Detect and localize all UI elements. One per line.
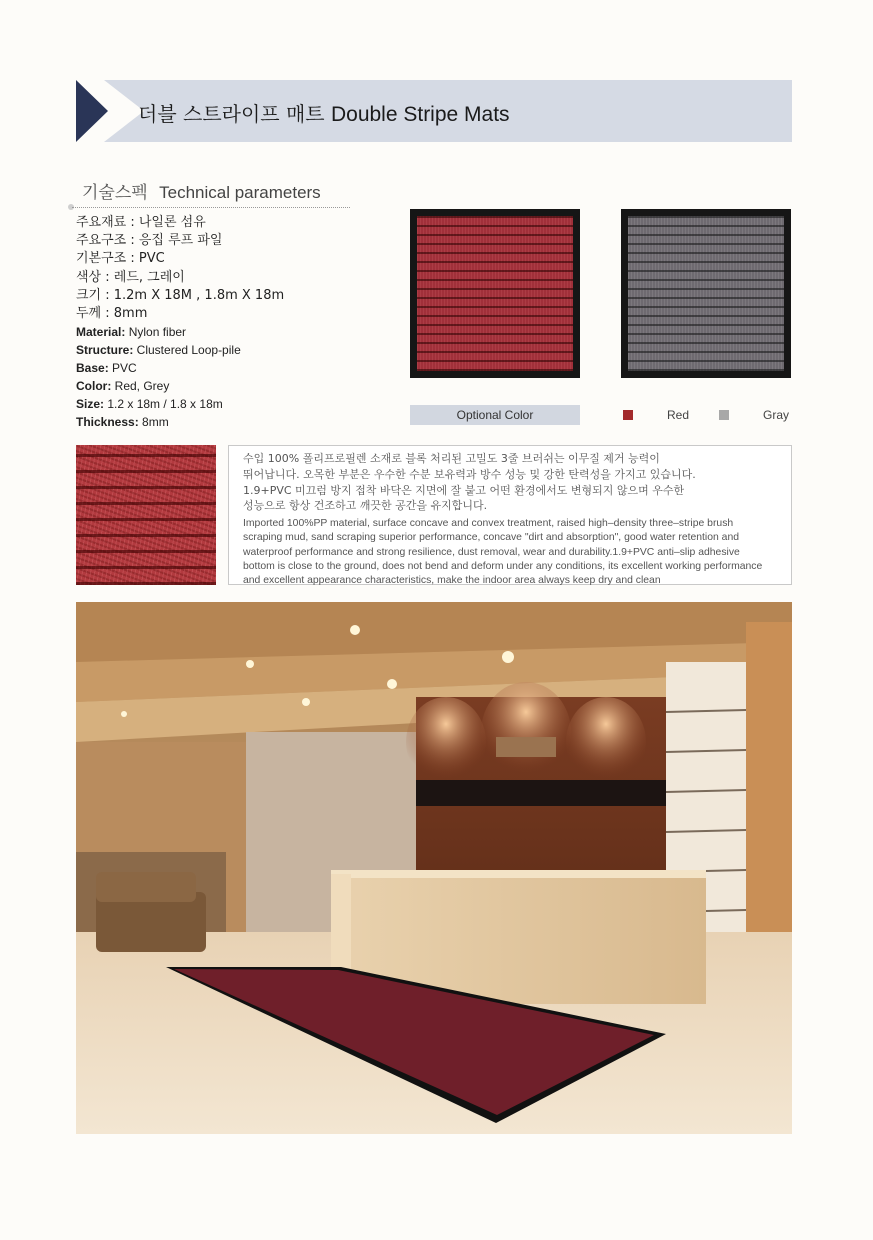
spec-label: Color: — [76, 379, 112, 394]
spec-ko-line: 색상 : 레드, 그레이 — [76, 269, 185, 285]
desc-ko-line: 수입 100% 폴리프로필렌 소재로 블록 처리된 고밀도 3줄 브러쉬는 이무질 제거 능력이 — [243, 452, 660, 465]
spec-en-line — [76, 323, 241, 341]
spec-ko-line: 크기 : 1.2m X 18M , 1.8m X 18m — [76, 287, 285, 303]
specs-korean — [76, 214, 284, 323]
spec-en-line — [76, 413, 241, 431]
desc-en-line: Imported 100%PP material, surface concave and convex treatment, raised high–density three–stripe brush — [243, 518, 734, 530]
spec-label: Base: — [76, 361, 109, 376]
technical-heading-english: Technical parameters — [159, 183, 321, 202]
lobby-photo — [76, 602, 792, 1134]
lobby-scene — [76, 602, 792, 1134]
specs-english — [76, 323, 241, 432]
spec-label: Size: — [76, 397, 105, 412]
red-mat-sample-image — [410, 209, 580, 378]
description-box — [228, 445, 792, 585]
mat-closeup-image — [76, 445, 216, 585]
spec-value: Nylon fiber — [125, 325, 187, 339]
red-swatch-label: Red — [667, 408, 690, 422]
spec-value: PVC — [108, 361, 137, 376]
heading-divider — [72, 207, 350, 208]
page-title — [138, 98, 510, 127]
page-title-english: Double Stripe Mats — [330, 103, 510, 126]
page-title-korean: 더블 스트라이프 매트 — [138, 102, 325, 126]
optional-color-label: Optional Color — [410, 405, 580, 425]
technical-heading-korean: 기술스펙 — [82, 183, 148, 203]
spec-ko-line: 두께 : 8mm — [76, 306, 148, 322]
spec-ko-line: 기본구조 : PVC — [76, 251, 165, 267]
red-swatch-icon — [623, 410, 633, 420]
banner-arrow-icon — [76, 80, 108, 142]
spec-value: 8mm — [138, 415, 169, 430]
gray-swatch-label: Gray — [763, 408, 790, 422]
desc-en-line: and excellent appearance characteristics, make the indoor area always keep dry and clean — [243, 575, 661, 586]
gray-mat-surface — [628, 216, 784, 371]
spec-value: Red, Grey — [111, 379, 170, 394]
spec-en-line — [76, 377, 241, 395]
desc-ko-line: 뛰어납니다. 오목한 부분은 우수한 수분 보유력과 방수 성능 및 강한 탄력성을 가지고 있습니다. — [243, 467, 696, 481]
spec-label: Material: — [76, 325, 126, 339]
red-mat-surface — [417, 216, 573, 371]
description-english — [243, 517, 781, 588]
desc-ko-line: 성능으로 항상 건조하고 깨끗한 공간을 유지합니다. — [243, 499, 488, 513]
spec-ko-line: 주요구조 : 응집 루프 파일 — [76, 233, 223, 249]
spec-label: Structure: — [76, 343, 134, 358]
desc-ko-line: 1.9+PVC 미끄럼 방지 접착 바닥은 지면에 잘 붙고 어떤 환경에서도 변형되지 않으며 우수한 — [243, 483, 685, 497]
desc-en-line: waterproof performance and strong resilience, dust removal, wear and durability.1.9+PVC anti–slip adhesive — [243, 546, 740, 558]
spec-value: 1.2 x 18m / 1.8 x 18m — [104, 397, 223, 412]
gray-mat-sample-image — [621, 209, 791, 378]
description-korean — [243, 451, 781, 514]
desc-en-line: scraping mud, sand scraping superior performance, concave "dirt and absorption", good water retention and — [243, 532, 740, 544]
technical-heading — [82, 178, 321, 203]
desc-en-line: bottom is close to the ground, does not bend and deform under any conditions, its excellent working performance — [243, 560, 763, 572]
spec-ko-line: 주요재료 : 나일론 섬유 — [76, 215, 206, 230]
spec-value: Clustered Loop-pile — [133, 343, 241, 358]
spec-en-line — [76, 359, 241, 377]
spec-en-line — [76, 341, 241, 359]
gray-swatch-icon — [719, 410, 729, 420]
spec-label: Thickness: — [76, 415, 139, 430]
title-banner — [76, 80, 792, 142]
spec-en-line — [76, 395, 241, 413]
